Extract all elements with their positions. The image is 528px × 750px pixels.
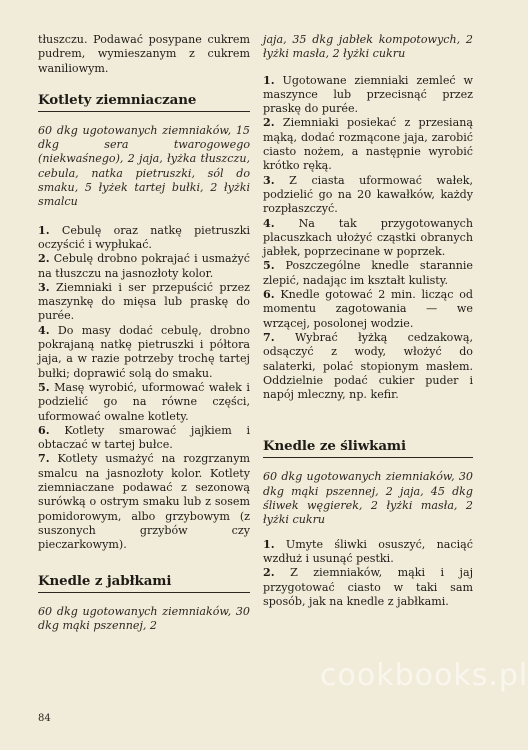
step-item — [38, 452, 250, 552]
ingredients-continued: jaja, 35 dkg jabłek kompotowych, 2 łyżki masła, 2 łyżki cukru — [263, 33, 473, 61]
step-number: 4. — [263, 216, 275, 230]
step-item — [263, 288, 473, 331]
step-number: 1. — [38, 223, 50, 237]
step-item — [38, 224, 250, 253]
step-number: 1. — [263, 73, 275, 87]
ingredients-kotlety: 60 dkg ugotowanych ziemniaków, 15 dkg sera twarogowego (niekwaśnego), 2 jaja, łyżka tłuszczu, cebula, natka pietruszki, sól do smaku, 5 łyżek tartej bułki, 2 łyżki smalcu — [38, 123, 250, 209]
step-number: 2. — [263, 566, 275, 580]
recipe-title: Knedle z jabłkami — [38, 572, 172, 589]
step-item — [263, 259, 473, 288]
step-text: Masę wyrobić, uformować wałek i podzielić go na równe części, uformować owalne kotlety. — [38, 380, 250, 423]
step-item — [263, 566, 473, 609]
step-text: Na tak przygotowanych placuszkach ułożyć cząstki obranych jabłek, poprzecinane w poprzek. — [263, 216, 474, 259]
page-number: 84 — [38, 713, 51, 724]
step-text: Ugotowane ziemniaki zemleć w maszynce lub przecisnąć przez praskę do purée. — [263, 73, 473, 116]
step-text: Cebulę oraz natkę pietruszki oczyścić i wypłukać. — [38, 223, 250, 251]
steps-knedle-jablka — [263, 74, 473, 403]
step-item — [263, 116, 473, 173]
step-item — [38, 381, 250, 424]
steps-kotlety — [38, 224, 250, 553]
step-text: Wybrać łyżką cedzakową, odsączyć z wody, włożyć do salaterki, polać stopionym masłem. Oddzielnie podać cukier puder i napój mleczny, np. kefir. — [263, 330, 474, 402]
intro-text: tłuszczu. Podawać posypane cukrem pudrem, wymieszanym z cukrem waniliowym. — [38, 33, 250, 75]
step-text: Ziemniaki posiekać z przesianą mąką, dodać rozmącone jaja, zarobić ciasto nożem, a następnie wyrobić krótko ręką. — [263, 116, 473, 173]
watermark-logo: cookbooks.pl — [320, 658, 528, 693]
step-item — [38, 252, 250, 281]
step-text: Kotlety smarować jajkiem i obtaczać w tartej bułce. — [38, 423, 250, 452]
recipe-title: Kotlety ziemniaczane — [38, 91, 197, 108]
step-number: 3. — [38, 280, 50, 294]
step-text: Knedle gotować 2 min. licząc od momentu zagotowania — we wrzącej, posolonej wodzie. — [263, 288, 473, 330]
step-text: Ziemniaki i ser przepuścić przez maszynkę do mięsa lub praskę do purée. — [38, 280, 250, 323]
step-number: 2. — [38, 252, 50, 266]
step-item — [38, 281, 250, 324]
step-text: Do masy dodać cebulę, drobno pokrajaną natkę pietruszki i półtora jaja, a w razie potrzeby trochę tartej bułki; doprawić solą do smaku. — [38, 323, 251, 380]
step-text: Z ciasta uformować wałek, podzielić go na 20 kawałków, każdy rozpłaszczyć. — [263, 173, 474, 216]
step-text: Kotlety usmażyć na rozgrzanym smalcu na jasnozłoty kolor. Kotlety ziemniaczane podawać z sezonową surówką o ostrym smaku lub z sosem pomidorowym, albo grzybowym (z suszonych grzybów czy pieczarkowym). — [38, 452, 250, 552]
step-item — [263, 331, 473, 402]
step-number: 2. — [263, 116, 275, 130]
recipe-heading-knedle-jablka — [38, 573, 250, 593]
step-number: 7. — [38, 452, 50, 466]
step-number: 6. — [38, 423, 50, 437]
step-item — [263, 74, 473, 117]
step-number: 5. — [263, 259, 275, 273]
step-item — [263, 217, 473, 260]
step-number: 1. — [263, 537, 275, 551]
steps-knedle-sliwki — [263, 538, 473, 609]
left-column — [38, 33, 250, 633]
step-item — [38, 424, 250, 453]
step-number: 7. — [263, 330, 275, 344]
step-number: 6. — [263, 288, 275, 302]
step-item — [263, 538, 473, 567]
right-column — [263, 33, 473, 609]
step-number: 3. — [263, 173, 275, 187]
recipe-title: Knedle ze śliwkami — [263, 438, 406, 455]
ingredients-knedle-jablka: 60 dkg ugotowanych ziemniaków, 30 dkg mąki pszennej, 2 — [38, 604, 250, 632]
step-text: Umyte śliwki osuszyć, naciąć wzdłuż i usunąć pestki. — [263, 537, 473, 565]
step-number: 4. — [38, 323, 50, 337]
step-text: Cebulę drobno pokrajać i usmażyć na tłuszczu na jasnozłoty kolor. — [38, 252, 250, 280]
step-text: Poszczególne knedle starannie zlepić, nadając im kształt kulisty. — [263, 259, 474, 287]
step-item — [263, 174, 473, 217]
step-item — [38, 324, 250, 381]
recipe-heading-knedle-sliwki — [263, 438, 473, 458]
recipe-heading-kotlety — [38, 92, 250, 112]
ingredients-knedle-sliwki: 60 dkg ugotowanych ziemniaków, 30 dkg mąki pszennej, 2 jaja, 45 dkg śliwek węgierek, 2 łyżki masła, 2 łyżki cukru — [263, 470, 473, 527]
step-text: Z ziemniaków, mąki i jaj przygotować ciasto w taki sam sposób, jak na knedle z jabłkami. — [263, 566, 474, 608]
step-number: 5. — [38, 380, 50, 394]
